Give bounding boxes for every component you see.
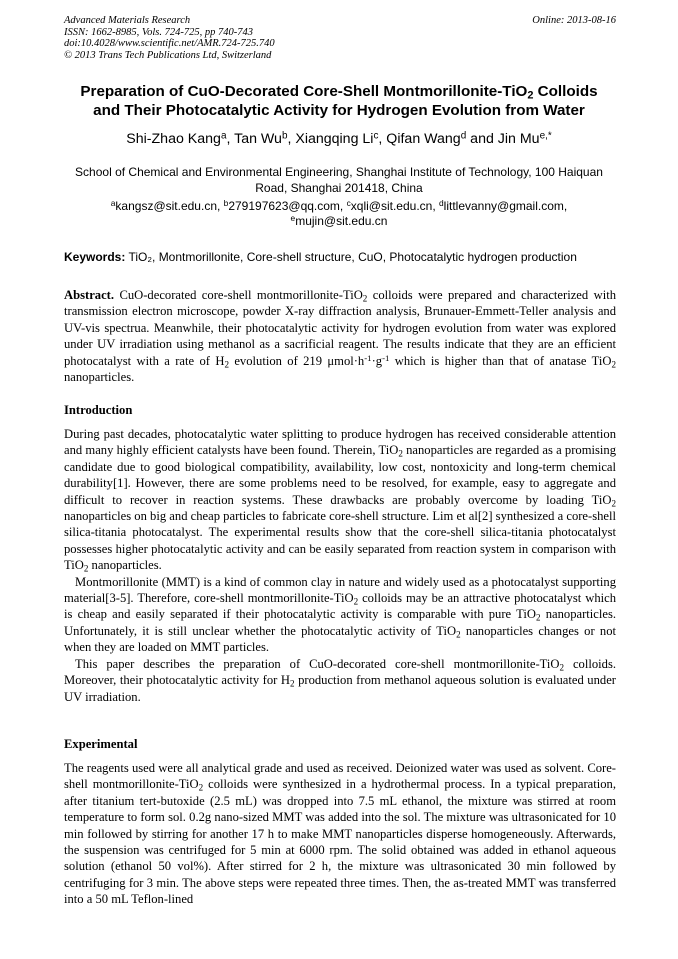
journal-header [64, 15, 616, 61]
introduction-heading: Introduction [64, 403, 133, 417]
doi-line: doi:10.4028/www.scientific.net/AMR.724-725.740 [64, 38, 275, 50]
author-emails: $^a$kangsz@sit.edu.cn, $^b$279197623@qq.com, $^c$xqli@sit.edu.cn, $^d$littlevanny@gmail.com, $^e$mujin@sit.edu.cn [110, 198, 568, 228]
issn-line: ISSN: 1662-8985, Vols. 724-725, pp 740-743 [64, 26, 253, 38]
keywords-label: Keywords: [64, 250, 126, 264]
experimental-heading: Experimental [64, 737, 138, 751]
abstract: Abstract. CuO-decorated core-shell montmorillonite-TiO$_2$ colloids were prepared and characterized with transmission electron microscope, powder X-ray diffraction analysis, Brunauer-Emmett-Teller analysis and UV-vis spectrua. Meanwhile, their photocatalytic activity for hydrogen evolution from water was explored under UV irradiation using methanol as a sacrificial reagent. The results indicate that they are an efficient photocatalyst with a rate of $H_2$ evolution of 219 $\mu mol\cdot h^{-1}\cdot g^{-1}$ which is higher than that of anatase TiO$_2$ nanoparticles. [64, 288, 617, 385]
paragraph: During past decades, photocatalytic water splitting to produce hydrogen has received considerable attention and many highly efficient catalysts have been found. Therein, TiO$_2$ nanoparticles are regarded as a promising candidate due to good biological compatibility, availability, low cost, nontoxicity and long-term chemical durability[1]. However, there are some problems need to be resolved, for example, easy to aggregate and difficult to recover in reaction systems. These drawbacks are probably overcome by loading TiO$_2$ nanoparticles on big and cheap particles to fabricate core-shell structure. Lim et al[2] synthesized a core-shell silica-titania photocatalyst. The experimental results show that the core-shell silica-titania photocatalyst possesses higher photocatalytic activity and can be easily separated from reaction system in comparison with TiO$_2$ nanoparticles. [64, 427, 617, 574]
author-list: Shi-Zhao Kang$^a$, Tan Wu$^b$, Xiangqing Li$^c$, Qifan Wang$^d$ and Jin $Mu^{e,*}$ [126, 130, 552, 147]
copyright-line: © 2013 Trans Tech Publications Ltd, Switzerland [64, 49, 272, 61]
affiliation: School of Chemical and Environmental Engineering, Shanghai Institute of Technology, 100 Haiquan Road, Shanghai 201418, China [75, 165, 603, 195]
paragraph: This paper describes the preparation of CuO-decorated core-shell montmorillonite-TiO$_2$ colloids. Moreover, their photocatalytic activity for $H_2$ production from methanol aqueous solution is evaluated under UV irradiation. [64, 656, 616, 704]
experimental-body [64, 760, 616, 908]
online-date: Online: 2013-08-16 [532, 15, 616, 26]
abstract-label: Abstract. [64, 288, 115, 302]
journal-name: Advanced Materials Research [64, 15, 191, 26]
paragraph: The reagents used were all analytical grade and used as received. Deionized water was used as solvent. Core-shell montmorillonite-TiO$_2$ colloids were synthesized in a hydrothermal process. In a typical preparation, after titanium tert-butoxide (2.5 mL) was dropped into 7.5 mL ethanol, the mixture was stirred at room temperature to form sol. 0.2g nano-sized MMT was added into the sol. The mixture was ultrasonicated for 10 min followed by stirring for another 17 h to make MMT nanoparticles disperse homogeneously. Afterwards, the suspension was centrifuged for 5 min at 6000 rpm. The solid obtained was added in ethanol aqueous solution (ethanol 50 vol%). After stirred for 2 h, the mixture was ultrasonicated 30 min followed by centrifuging for 3 min. The above steps were repeated three times. Then, the as-treated MMT was transferred into a 50 mL Teflon-lined [64, 761, 616, 907]
keywords: Keywords: TiO₂, Montmorillonite, Core-shell structure, CuO, Photocatalytic hydrogen production [64, 250, 577, 264]
paragraph: Montmorillonite (MMT) is a kind of common clay in nature and widely used as a photocatalyst supporting material[3-5]. Therefore, core-shell montmorillonite-TiO$_2$ colloids may be an attractive photocatalyst which is cheap and easily separated if their photocatalytic activity is comparable with pure TiO$_2$ nanoparticles. Unfortunately, it is still unclear whether the photocatalytic activity of TiO$_2$ nanoparticles changes or not when they are loaded on MMT particles. [64, 574, 617, 655]
paper-title: Preparation of CuO-Decorated Core-Shell Montmorillonite-TiO$_2$ Colloids and Their Photocatalytic Activity for Hydrogen Evolution from Water [80, 83, 598, 119]
introduction-body [64, 426, 616, 705]
